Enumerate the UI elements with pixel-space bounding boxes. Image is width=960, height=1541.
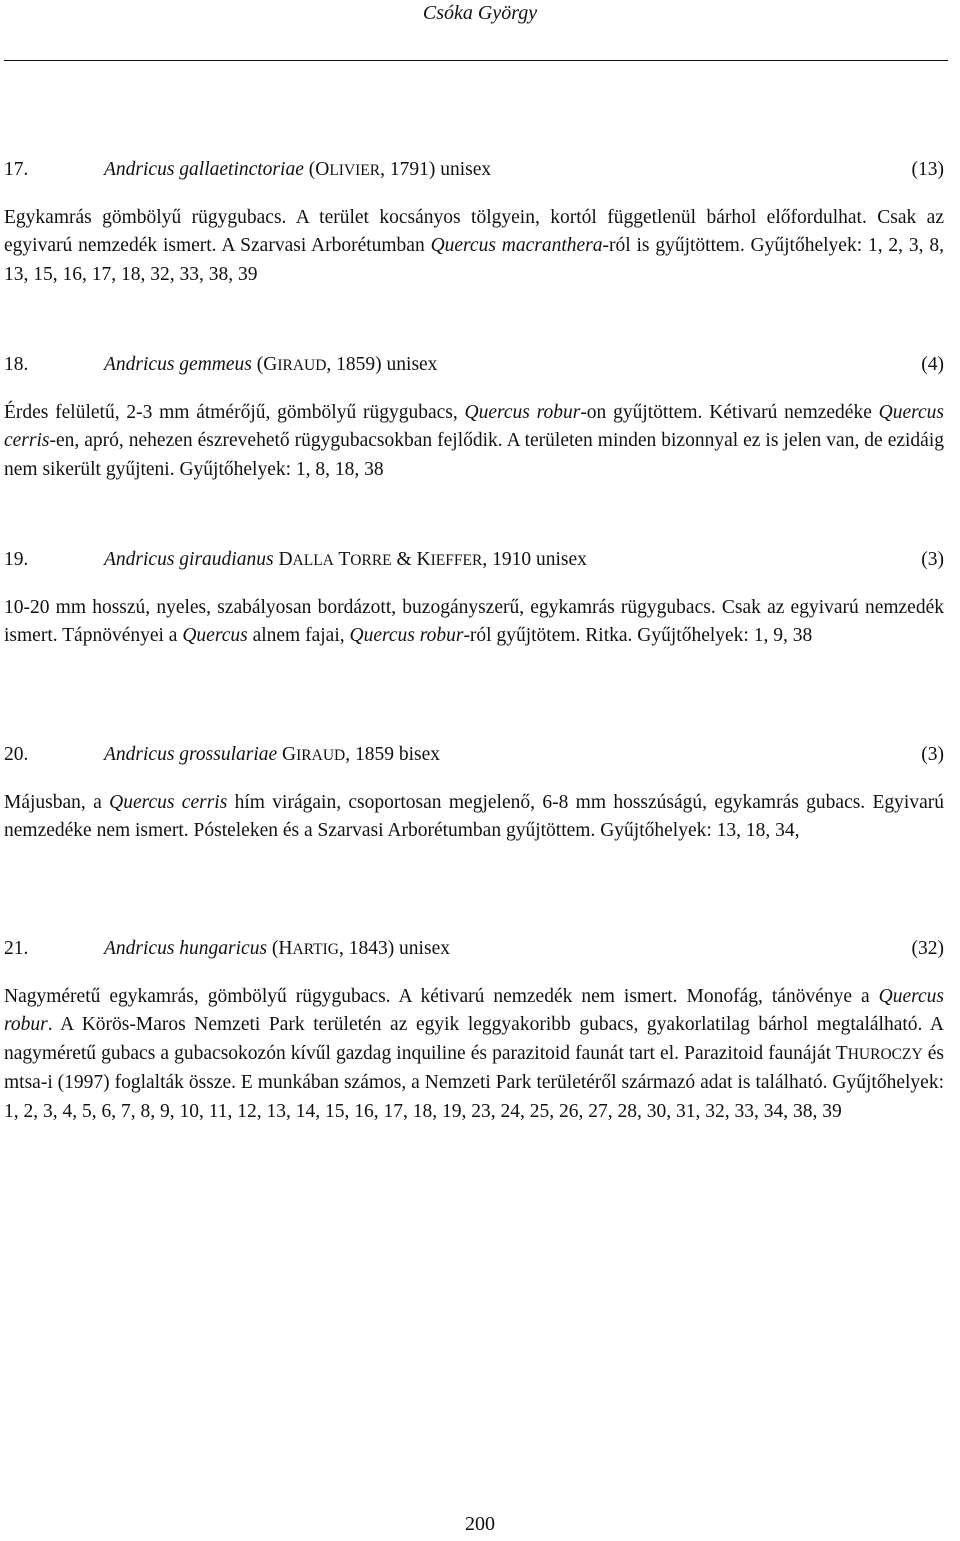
desc-taxon: Quercus	[182, 625, 248, 646]
author-open: (O	[308, 159, 330, 180]
desc-text: 10-20 mm hosszú, nyeles, szabályosan bordázott, buzogányszerű, egykamrás rügygubacs. Csak az egyivarú nemzedék ismert. Tápnövényei a	[4, 596, 944, 646]
desc-taxon: Quercus robur	[4, 985, 944, 1035]
desc-taxon: Quercus macranthera	[430, 235, 603, 256]
species-entry	[4, 741, 944, 846]
desc-text: és mtsa-i (1997) foglalták össze. E munkában számos, a Nemzeti Park területéről származó adat is található. Gyűjtőhelyek: 1, 2, 3, 4, 5, 6, 7, 8, 9, 10, 11, 12, 13, 14, 15, 16, 17, 18, 19, 23, 24, 25, 26, 27, 28, 30, 31, 32, 33, 34, 38, 39	[4, 1042, 944, 1122]
author-rest: , 1843) unisex	[338, 938, 450, 959]
species-entry	[4, 156, 944, 289]
record-count: (32)	[911, 938, 944, 959]
desc-text: Májusban, a	[4, 791, 110, 813]
species-name	[104, 741, 440, 771]
desc-text: Érdes felületű, 2-3 mm átmérőjű, gömbölyű rügygubacs,	[4, 401, 465, 423]
desc-text: Nagyméretű egykamrás, gömbölyű rügygubacs. A kétivarú nemzedék nem ismert. Monofág, tánövénye a	[4, 985, 879, 1007]
species-description	[4, 789, 944, 846]
author-open: G	[282, 744, 297, 765]
desc-text: -ról gyűjtötem. Ritka. Gyűjtőhelyek: 1, 9, 38	[463, 625, 813, 646]
desc-text: hím virágain, csoportosan megjelenő, 6-8 mm hosszúságú, egykamrás gubacs. Egyivarú nemzedéke nem ismert. Pósteleken és a Szarvasi Arborétumban gyűjtöttem. Gyűjtőhelyek: 13, 18, 34,	[4, 791, 945, 841]
desc-text: . A Körös-Maros Nemzeti Park területén az egyik leggyakoribb gubacs, gyakorlatilag bárhol megtalálható. A nagyméretű gubacs a gubacsokozón kívűl gazdag inquiline és parazitoid faunát tart el. Parazitoid faunáját T	[4, 1014, 944, 1064]
author-rest: , 1791) unisex	[380, 159, 492, 180]
species-entry	[4, 546, 944, 651]
author-smallcaps: IRAUD	[296, 747, 346, 764]
species-description	[4, 983, 944, 1127]
species-heading	[4, 546, 944, 575]
desc-taxon: Quercus robur	[349, 625, 464, 646]
author-rest: , 1859 bisex	[345, 744, 441, 765]
record-count: (3)	[921, 744, 944, 765]
desc-text: alnem fajai,	[247, 625, 350, 646]
species-entry	[4, 935, 944, 1126]
species-description	[4, 399, 944, 485]
taxon-name: Andricus grossulariae	[104, 744, 278, 765]
author-part: T	[333, 549, 351, 570]
desc-text: Egykamrás gömbölyű rügygubacs. A terület kocsányos tölgyein, kortól függetlenül bárhol előfordulhat. Csak az egyivarú nemzedék ismert. A Szarvasi Arborétumban	[4, 206, 944, 256]
entry-number: 17.	[4, 159, 29, 180]
species-name	[104, 935, 450, 965]
species-heading	[4, 156, 944, 185]
taxon-name: Andricus gemmeus	[104, 354, 252, 375]
author-open: (G	[256, 354, 278, 375]
author-rest: , 1910 unisex	[482, 549, 587, 570]
desc-taxon: Quercus cerris	[109, 791, 228, 813]
entry-number: 21.	[4, 938, 29, 959]
desc-author-smallcaps: HUROCZY	[847, 1045, 923, 1063]
running-header: Csóka György	[422, 2, 538, 24]
desc-text: -on gyűjtöttem. Kétivarú nemzedéke	[580, 401, 879, 423]
author-smallcaps: ALLA	[292, 552, 334, 569]
entry-number: 20.	[4, 744, 29, 765]
author-smallcaps: IRAUD	[277, 357, 327, 374]
taxon-name: Andricus gallaetinctoriae	[104, 159, 304, 180]
author-smallcaps: ORRE	[350, 552, 392, 569]
taxon-name: Andricus giraudianus	[104, 549, 274, 570]
species-name	[104, 351, 437, 381]
author-smallcaps: IEFFER	[430, 552, 483, 569]
species-heading	[4, 351, 944, 380]
desc-taxon: Quercus robur	[464, 401, 581, 423]
taxon-name: Andricus hungaricus	[104, 938, 268, 959]
species-entry	[4, 351, 944, 484]
page-number: 200	[465, 1513, 495, 1535]
author-smallcaps: LIVIER	[329, 162, 381, 179]
species-description	[4, 204, 944, 290]
record-count: (4)	[921, 354, 944, 375]
species-heading	[4, 935, 944, 964]
desc-text: -en, apró, nehezen észrevehető rügygubacsokban fejlődik. A területen minden bizonnyal ez is jelen van, de ezidáig nem sikerült gyűjteni. Gyűjtőhelyek: 1, 8, 18, 38	[4, 430, 944, 480]
desc-text: -ról is gyűjtöttem. Gyűjtőhelyek: 1, 2, 3, 8, 13, 15, 16, 17, 18, 32, 33, 38, 39	[4, 235, 944, 285]
entry-number: 18.	[4, 354, 29, 375]
species-heading	[4, 741, 944, 770]
record-count: (3)	[921, 549, 944, 570]
species-description	[4, 594, 944, 651]
author-rest: , 1859) unisex	[326, 354, 438, 375]
record-count: (13)	[911, 159, 944, 180]
author-smallcaps: ARTIG	[292, 941, 339, 958]
header-rule	[4, 60, 948, 61]
author-part: & K	[391, 549, 431, 570]
species-name	[104, 546, 587, 576]
species-name	[104, 156, 491, 186]
entry-number: 19.	[4, 549, 29, 570]
author-part: D	[278, 549, 293, 570]
author-open: (H	[271, 938, 293, 959]
desc-taxon: Quercus cerris	[4, 401, 944, 451]
